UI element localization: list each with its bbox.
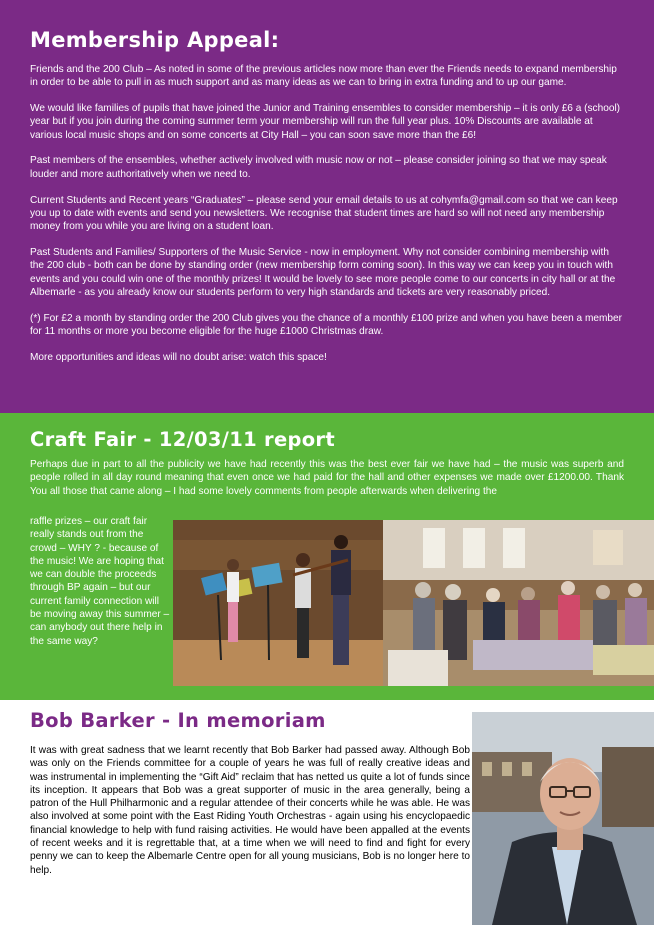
membership-paragraph-2: We would like families of pupils that have joined the Junior and Training ensembles to consider membership – it is only £6 a (school) year but if you join during the coming summer term your membership will run the full year plus. 10% Discounts are available at various local music shops and on some concerts at City Hall – you can soon save more than the £6! bbox=[30, 103, 621, 141]
craft-fair-column-text: raffle prizes – our craft fair really stands out from the crowd – WHY ? - because of the music! We are hoping that we can double the proceeds through BP again – but our current family connection will be moving away this summer – can anybody out there help in the same way? bbox=[30, 516, 170, 647]
membership-paragraph-4: Current Students and Recent years “Graduates” – please send your email details to us at cohymfa@gmail.com so that we can keep you up to date with events and send you newsletters. We recognise that student times are hard so will not need any membership money from you while you are living on a student loan. bbox=[30, 194, 618, 233]
craft-fair-intro: Perhaps due in part to all the publicity we have had recently this was the best ever fair we have had – the music was superb and people rolled in all day round meaning that even once we had paid for the hall and other expenses we made over £1200.00. Thank You all those that came along – I had some lovely comments from people afterwards when delivering the bbox=[30, 459, 624, 497]
bob-barker-photo bbox=[472, 712, 654, 925]
membership-paragraph-3: Past members of the ensembles, whether actively involved with music now or not – please consider joining so that we may speak louder and more authoritatively when we need to. bbox=[30, 155, 607, 180]
membership-paragraph-5: Past Students and Families/ Supporters of the Music Service - now in employment. Why not consider combining membership with the 200 club - both can be done by standing order (new membership form coming soon). In this way we can keep you in touch with events and you could win one of the monthly prizes! It would be lovely to see more people come to our concerts in city hall or at the Albemarle - as you already know our students perform to very high standards and tickets are very reasonably priced. bbox=[30, 246, 616, 298]
membership-title: Membership Appeal: bbox=[30, 28, 280, 52]
membership-section bbox=[0, 0, 654, 413]
bob-barker-text: It was with great sadness that we learnt recently that Bob Barker had passed away. Although Bob was only on the Friends committee for a couple of years he was full of really creative ideas and was instrumental in implementing the “Gift Aid” reclaim that has netted us quite a lot of funds since its inception. It appears that Bob was a great supporter of music in the area generally, being a patron of the Hull Philharmonic and a regular attendee of their concerts while he was able. He was also involved at some point with the East Riding Youth Orchestras - again using his encyclopaedic financial knowledge to help with fund raising activities. He would have been appalled at the events of recent weeks and it is regrettable that, at a time when we will need to find and fight for every penny we can to keep the Albemarle Centre open for all young musicians, Bob is no longer here to help. bbox=[30, 745, 470, 876]
membership-paragraph-7: More opportunities and ideas will no doubt arise: watch this space! bbox=[30, 351, 327, 363]
craft-fair-photo bbox=[173, 520, 654, 686]
membership-paragraph-1: Friends and the 200 Club – As noted in some of the previous articles now more than ever the Friends needs to expand membership in order to be able to pull in as much support and as many ideas as we can to bring in extra funding and to up our game. bbox=[30, 64, 617, 89]
membership-paragraph-6: (*) For £2 a month by standing order the 200 Club gives you the chance of a monthly £100 prize and when you have been a member for 11 months or more you become eligible for the huge £1000 Christmas draw. bbox=[30, 312, 622, 337]
bob-barker-title: Bob Barker - In memoriam bbox=[30, 709, 326, 732]
craft-fair-title: Craft Fair - 12/03/11 report bbox=[30, 428, 335, 451]
